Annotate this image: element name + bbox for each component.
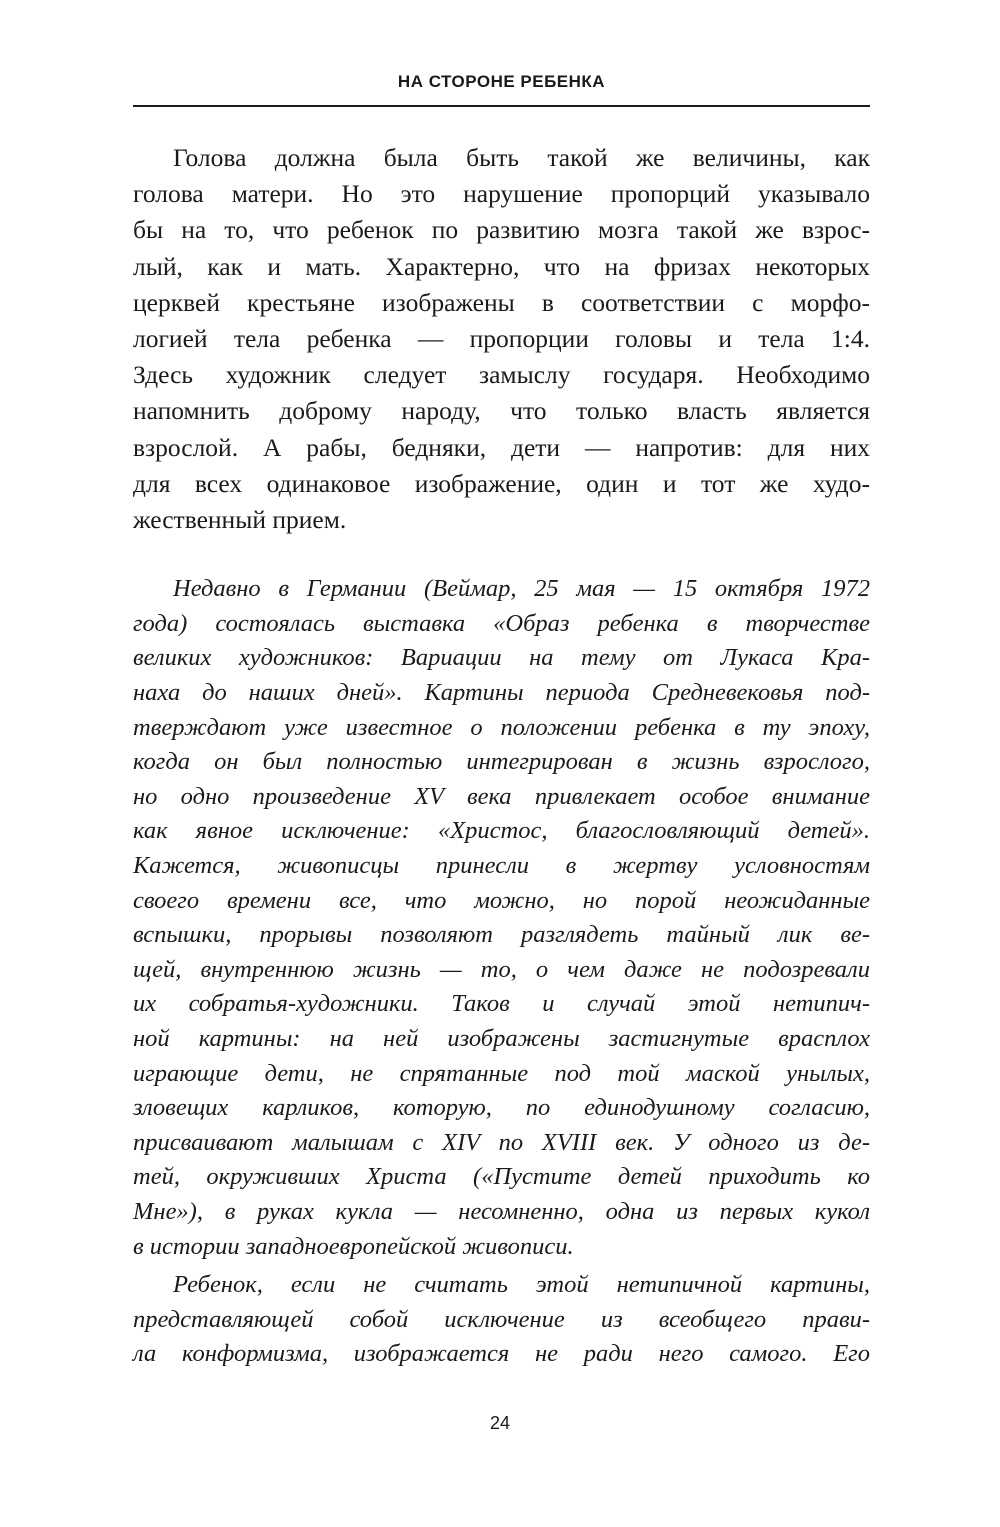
text-line: играющие дети, не спрятанные под той маской унылых, <box>133 1059 870 1087</box>
text-line: ла конформизма, изображается не ради него самого. Его <box>133 1340 870 1368</box>
text-line: Мне»), в руках кукла — несомненно, одна из первых кукол <box>133 1197 870 1225</box>
text-line: голова матери. Но это нарушение пропорций указывало <box>133 179 870 209</box>
body-text <box>133 140 870 1372</box>
text-line: в истории западноевропейской живописи. <box>133 1232 574 1260</box>
text-line: представляющей собой исключение из всеобщего прави- <box>133 1305 870 1333</box>
text-line: логией тела ребенка — пропорции головы и тела 1:4. <box>133 324 870 354</box>
text-line: но одно произведение XV века привлекает особое внимание <box>133 782 870 810</box>
text-line: года) состоялась выставка «Образ ребенка в творчестве <box>133 609 870 637</box>
text-line: Здесь художник следует замыслу государя. Необходимо <box>133 360 870 390</box>
text-line: когда он был полностью интегрирован в жизнь взрослого, <box>133 748 870 776</box>
text-line: ной картины: на ней изображены застигнутые врасплох <box>133 1024 870 1052</box>
running-head: НА СТОРОНЕ РЕБЕНКА <box>397 72 606 91</box>
text-line: для всех одинаковое изображение, один и тот же худо- <box>133 468 870 498</box>
text-line: тверждают уже известное о положении ребенка в ту эпоху, <box>133 713 870 741</box>
text-line: Голова должна была быть такой же величины, как <box>173 143 870 172</box>
page-number: 24 <box>489 1413 511 1433</box>
paragraph-2 <box>133 572 870 1264</box>
text-line: их собратья-художники. Таков и случай этой нетипич- <box>133 990 870 1018</box>
text-line: церквей крестьяне изображены в соответствии с морфо- <box>133 287 870 317</box>
text-line: бы на то, что ребенок по развитию мозга такой же взрос- <box>133 215 870 245</box>
paragraph-3 <box>133 1268 870 1372</box>
text-line: Кажется, живописцы принесли в жертву условностям <box>133 851 870 879</box>
text-line: напомнить доброму народу, что только власть является <box>133 396 870 426</box>
text-line: как явное исключение: «Христос, благословляющий детей». <box>133 817 870 845</box>
text-line: своего времени все, что можно, но порой неожиданные <box>133 886 870 914</box>
text-line: тей, окруживших Христа («Пустите детей приходить ко <box>133 1163 870 1191</box>
section-gap <box>133 538 870 572</box>
text-line: щей, внутреннюю жизнь — то, о чем даже не подозревали <box>133 955 870 983</box>
text-line: Ребенок, если не считать этой нетипичной картины, <box>173 1271 870 1299</box>
text-line: наха до наших дней». Картины периода Средневековья под- <box>133 679 870 707</box>
text-line: взрослой. А рабы, бедняки, дети — напротив: для них <box>133 432 870 462</box>
text-line: присваивают малышам с XIV по XVIII век. У одного из де- <box>133 1128 870 1156</box>
text-line: вспышки, прорывы позволяют разглядеть тайный лик ве- <box>133 921 870 949</box>
text-line: великих художников: Вариации на тему от Лукаса Кра- <box>133 644 870 672</box>
header-rule <box>133 105 870 107</box>
text-line: лый, как и мать. Характерно, что на фризах некоторых <box>133 251 870 281</box>
text-line: Недавно в Германии (Веймар, 25 мая — 15 октября 1972 <box>173 575 870 603</box>
text-line: жественный прием. <box>133 505 347 535</box>
paragraph-1 <box>133 140 870 538</box>
text-line: зловещих карликов, которую, по единодушному согласию, <box>133 1094 870 1122</box>
